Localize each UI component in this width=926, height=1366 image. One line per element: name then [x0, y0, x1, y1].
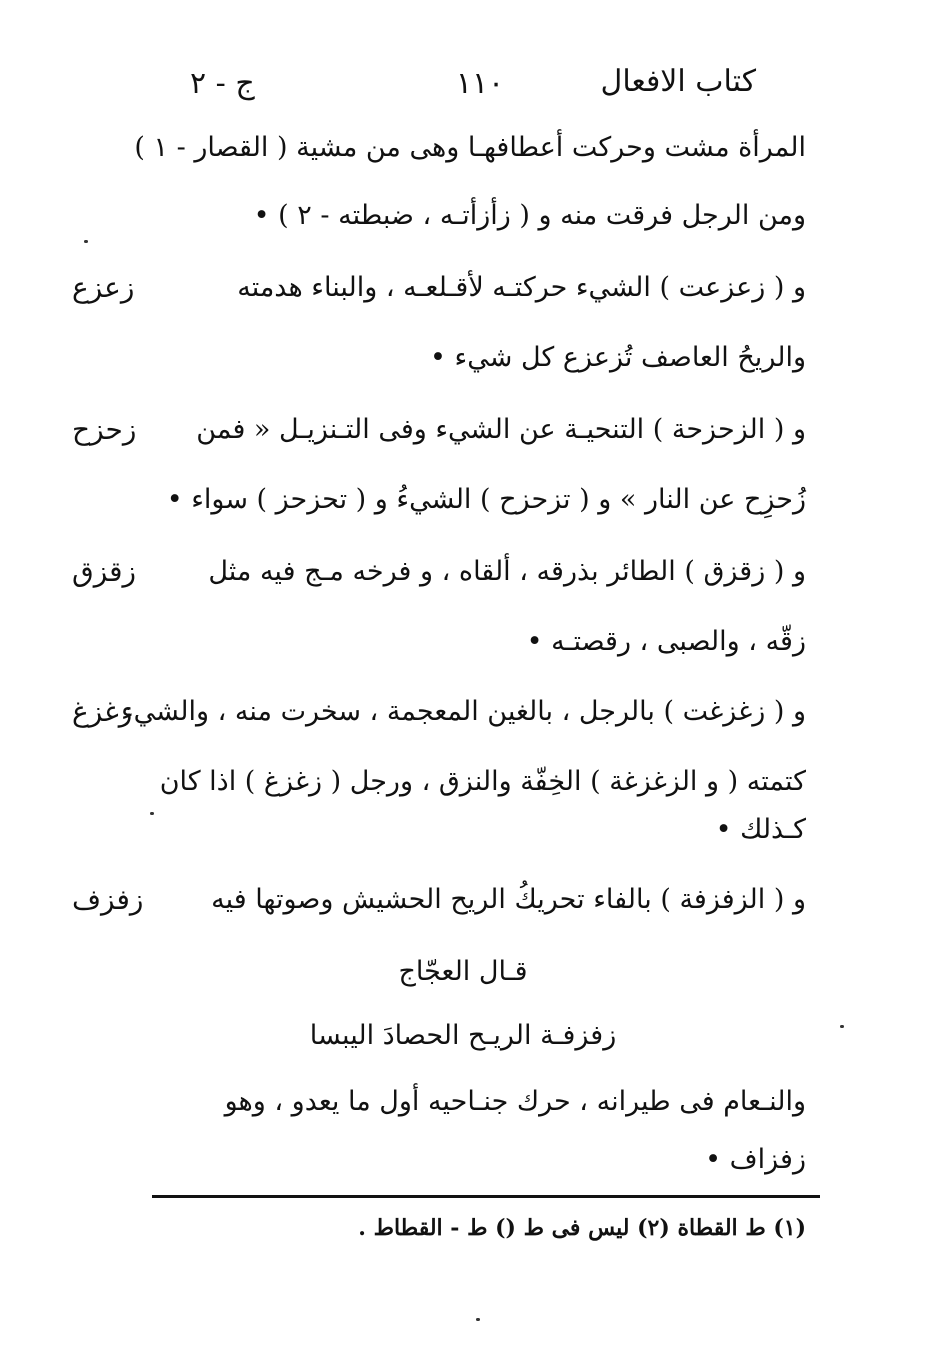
text-line: كتمته ( و الزغزغة ) الخِفّة والنزق ، ورجل ( زغزغ ) اذا كان	[159, 766, 806, 797]
text-line: و ( زعزعت ) الشيء حركتـه لأقـلعـه ، والبناء هدمته	[237, 272, 806, 303]
text-line: كـذلك •	[715, 814, 806, 845]
margin-entry-word: زقزق	[72, 555, 137, 588]
footnote: (١) ط القطاة (٢) ليس فى ط () ط - القطاط .	[358, 1215, 806, 1241]
footnote-divider	[152, 1195, 820, 1198]
poetry-verse: زفزفـة الريـح الحصادَ اليبسا	[309, 1020, 617, 1051]
margin-entry-word: زحزح	[72, 413, 137, 446]
text-line: زفزاف •	[705, 1144, 806, 1175]
text-line: و ( زغزغت ) بالرجل ، بالغين المعجمة ، سخرت منه ، والشيء	[120, 696, 806, 727]
margin-entry-word: زفزف	[72, 883, 144, 916]
text-line: المرأة مشت وحركت أعطافهـا وهى من مشية ( القصار - ١ )	[134, 132, 806, 163]
text-line: و ( الزفزفة ) بالفاء تحريكُ الريح الحشيش وصوتها فيه	[211, 884, 806, 915]
margin-entry-word: زغزغ	[72, 695, 133, 728]
margin-entry-word: زعزع	[72, 271, 135, 304]
text-line: و ( زقزق ) الطائر بذرقه ، ألقاه ، و فرخه مـج فيه مثل	[208, 556, 806, 587]
text-line: ومن الرجل فرقت منه و ( زأزأتـه ، ضبطته - ٢ ) •	[253, 200, 806, 231]
text-line: والريحُ العاصف تُزعزع كل شيء •	[430, 342, 806, 373]
page-number: ١١٠	[455, 66, 505, 101]
scan-speck	[840, 1025, 844, 1028]
text-line: زقّه ، والصبى ، رقصتـه •	[526, 626, 806, 657]
quote-attribution: قـال العجّاج	[398, 956, 528, 987]
text-line: و ( الزحزحة ) التنحيـة عن الشيء وفى التـنزيـل « فمن	[196, 414, 806, 445]
scan-speck	[84, 240, 88, 243]
scan-speck	[150, 812, 154, 815]
text-line: زُحزِح عن النار » و ( تزحزح ) الشيءُ و ( تحزحز ) سواء •	[166, 484, 806, 515]
scan-speck	[476, 1318, 480, 1321]
volume-part: ج - ٢	[190, 66, 255, 101]
text-line: والنـعام فى طيرانه ، حرك جنـاحيه أول ما يعدو ، وهو	[224, 1086, 806, 1117]
running-title: كتاب الافعال	[600, 64, 756, 99]
